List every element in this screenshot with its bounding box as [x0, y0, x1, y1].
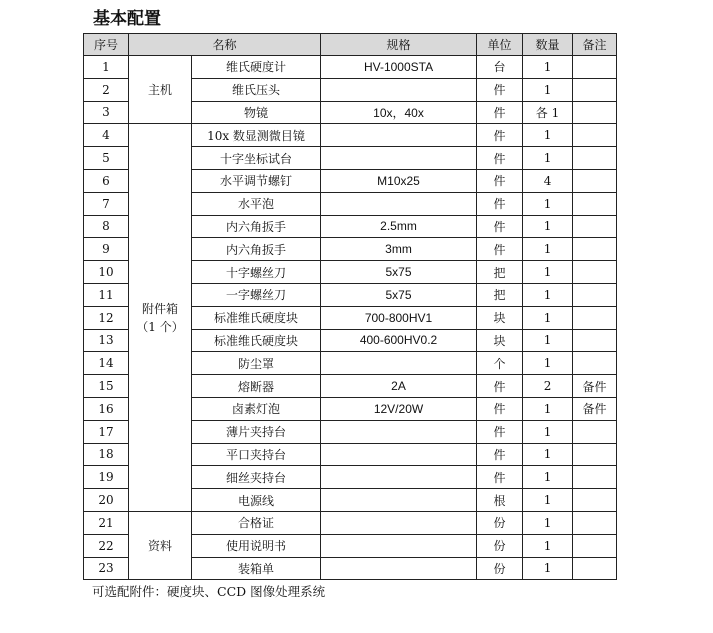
cell-name: 熔断器	[192, 375, 321, 398]
cell-spec	[321, 466, 477, 489]
cell-unit: 件	[477, 443, 523, 466]
cell-remark	[573, 101, 617, 124]
page-title: 基本配置	[93, 9, 161, 29]
cell-spec: 5x75	[321, 261, 477, 284]
cell-name: 水平泡	[192, 192, 321, 215]
cell-qty: 1	[523, 557, 573, 580]
cell-unit: 件	[477, 397, 523, 420]
cell-qty: 1	[523, 397, 573, 420]
cell-name: 水平调节螺钉	[192, 169, 321, 192]
cell-unit: 块	[477, 329, 523, 352]
cell-remark	[573, 215, 617, 238]
cell-spec	[321, 557, 477, 580]
cell-unit: 件	[477, 466, 523, 489]
cell-index: 7	[84, 192, 129, 215]
cell-index: 20	[84, 489, 129, 512]
cell-unit: 件	[477, 78, 523, 101]
cell-qty: 1	[523, 283, 573, 306]
cell-index: 9	[84, 238, 129, 261]
cell-index: 11	[84, 283, 129, 306]
cell-unit: 根	[477, 489, 523, 512]
cell-unit: 个	[477, 352, 523, 375]
cell-index: 17	[84, 420, 129, 443]
cell-qty: 4	[523, 169, 573, 192]
cell-qty: 2	[523, 375, 573, 398]
cell-index: 18	[84, 443, 129, 466]
group-label-line1: 附件箱	[141, 301, 178, 316]
cell-qty: 1	[523, 78, 573, 101]
cell-unit: 把	[477, 283, 523, 306]
cell-index: 23	[84, 557, 129, 580]
cell-remark	[573, 283, 617, 306]
cell-name: 十字坐标试台	[192, 147, 321, 170]
cell-name: 电源线	[192, 489, 321, 512]
table-row	[84, 124, 617, 147]
cell-remark	[573, 238, 617, 261]
cell-spec: 700-800HV1	[321, 306, 477, 329]
cell-index: 12	[84, 306, 129, 329]
cell-spec: 5x75	[321, 283, 477, 306]
cell-name: 标准维氏硬度块	[192, 306, 321, 329]
cell-name: 一字螺丝刀	[192, 283, 321, 306]
cell-name: 防尘罩	[192, 352, 321, 375]
cell-qty: 1	[523, 511, 573, 534]
group-cell-docs: 资料	[129, 511, 192, 579]
cell-index: 21	[84, 511, 129, 534]
cell-qty: 1	[523, 215, 573, 238]
cell-remark	[573, 78, 617, 101]
cell-name: 使用说明书	[192, 534, 321, 557]
cell-spec: 2A	[321, 375, 477, 398]
cell-index: 6	[84, 169, 129, 192]
cell-qty: 1	[523, 306, 573, 329]
cell-spec: 3mm	[321, 238, 477, 261]
cell-unit: 件	[477, 238, 523, 261]
cell-remark	[573, 443, 617, 466]
cell-qty: 1	[523, 420, 573, 443]
cell-qty: 各 1	[523, 101, 573, 124]
cell-remark	[573, 420, 617, 443]
cell-index: 19	[84, 466, 129, 489]
cell-remark	[573, 124, 617, 147]
cell-remark	[573, 534, 617, 557]
cell-index: 15	[84, 375, 129, 398]
cell-spec	[321, 443, 477, 466]
cell-index: 1	[84, 56, 129, 79]
cell-remark	[573, 306, 617, 329]
cell-name: 合格证	[192, 511, 321, 534]
cell-unit: 件	[477, 101, 523, 124]
cell-name: 卤素灯泡	[192, 397, 321, 420]
cell-qty: 1	[523, 56, 573, 79]
cell-index: 22	[84, 534, 129, 557]
table-row	[84, 511, 617, 534]
cell-spec: 400-600HV0.2	[321, 329, 477, 352]
cell-remark	[573, 557, 617, 580]
cell-spec	[321, 78, 477, 101]
cell-index: 3	[84, 101, 129, 124]
cell-qty: 1	[523, 124, 573, 147]
cell-unit: 份	[477, 511, 523, 534]
cell-unit: 份	[477, 557, 523, 580]
cell-name: 维氏硬度计	[192, 56, 321, 79]
cell-spec	[321, 534, 477, 557]
cell-qty: 1	[523, 147, 573, 170]
cell-index: 4	[84, 124, 129, 147]
cell-qty: 1	[523, 534, 573, 557]
cell-remark	[573, 329, 617, 352]
cell-spec: M10x25	[321, 169, 477, 192]
cell-remark	[573, 169, 617, 192]
cell-remark	[573, 147, 617, 170]
cell-qty: 1	[523, 238, 573, 261]
cell-spec	[321, 352, 477, 375]
cell-spec	[321, 124, 477, 147]
cell-unit: 份	[477, 534, 523, 557]
cell-name: 标准维氏硬度块	[192, 329, 321, 352]
header-unit: 单位	[477, 34, 523, 56]
footnote: 可选配附件：硬度块、CCD 图像处理系统	[92, 584, 326, 599]
cell-index: 16	[84, 397, 129, 420]
cell-spec	[321, 420, 477, 443]
cell-spec	[321, 489, 477, 512]
cell-name: 维氏压头	[192, 78, 321, 101]
cell-unit: 件	[477, 420, 523, 443]
cell-qty: 1	[523, 192, 573, 215]
group-cell-main: 主机	[129, 56, 192, 124]
cell-remark	[573, 511, 617, 534]
cell-unit: 台	[477, 56, 523, 79]
header-qty: 数量	[523, 34, 573, 56]
cell-name: 10x 数显测微目镜	[192, 124, 321, 147]
cell-name: 物镜	[192, 101, 321, 124]
cell-qty: 1	[523, 466, 573, 489]
cell-unit: 件	[477, 375, 523, 398]
cell-index: 5	[84, 147, 129, 170]
cell-name: 平口夹持台	[192, 443, 321, 466]
cell-spec: HV-1000STA	[321, 56, 477, 79]
table-row	[84, 56, 617, 79]
header-spec: 规格	[321, 34, 477, 56]
cell-name: 装箱单	[192, 557, 321, 580]
cell-remark	[573, 192, 617, 215]
cell-spec: 2.5mm	[321, 215, 477, 238]
cell-spec	[321, 192, 477, 215]
cell-unit: 块	[477, 306, 523, 329]
cell-remark	[573, 261, 617, 284]
cell-remark	[573, 352, 617, 375]
header-index: 序号	[84, 34, 129, 56]
cell-qty: 1	[523, 329, 573, 352]
cell-unit: 件	[477, 169, 523, 192]
cell-spec	[321, 147, 477, 170]
cell-index: 10	[84, 261, 129, 284]
config-table	[83, 33, 617, 580]
cell-remark	[573, 489, 617, 512]
cell-spec: 10x，40x	[321, 101, 477, 124]
cell-qty: 1	[523, 261, 573, 284]
cell-index: 13	[84, 329, 129, 352]
cell-name: 内六角扳手	[192, 238, 321, 261]
group-label-line2: （1 个）	[136, 319, 184, 334]
cell-unit: 件	[477, 192, 523, 215]
cell-index: 2	[84, 78, 129, 101]
cell-name: 细丝夹持台	[192, 466, 321, 489]
cell-index: 14	[84, 352, 129, 375]
cell-qty: 1	[523, 352, 573, 375]
cell-spec: 12V/20W	[321, 397, 477, 420]
cell-remark: 备件	[573, 397, 617, 420]
cell-remark	[573, 466, 617, 489]
cell-name: 薄片夹持台	[192, 420, 321, 443]
header-remark: 备注	[573, 34, 617, 56]
cell-index: 8	[84, 215, 129, 238]
cell-name: 十字螺丝刀	[192, 261, 321, 284]
cell-qty: 1	[523, 443, 573, 466]
cell-remark	[573, 56, 617, 79]
cell-unit: 件	[477, 147, 523, 170]
cell-unit: 把	[477, 261, 523, 284]
cell-unit: 件	[477, 124, 523, 147]
cell-spec	[321, 511, 477, 534]
cell-name: 内六角扳手	[192, 215, 321, 238]
cell-qty: 1	[523, 489, 573, 512]
header-row	[84, 34, 617, 56]
group-cell-accessory	[129, 124, 192, 512]
header-name: 名称	[129, 34, 321, 56]
cell-unit: 件	[477, 215, 523, 238]
cell-remark: 备件	[573, 375, 617, 398]
